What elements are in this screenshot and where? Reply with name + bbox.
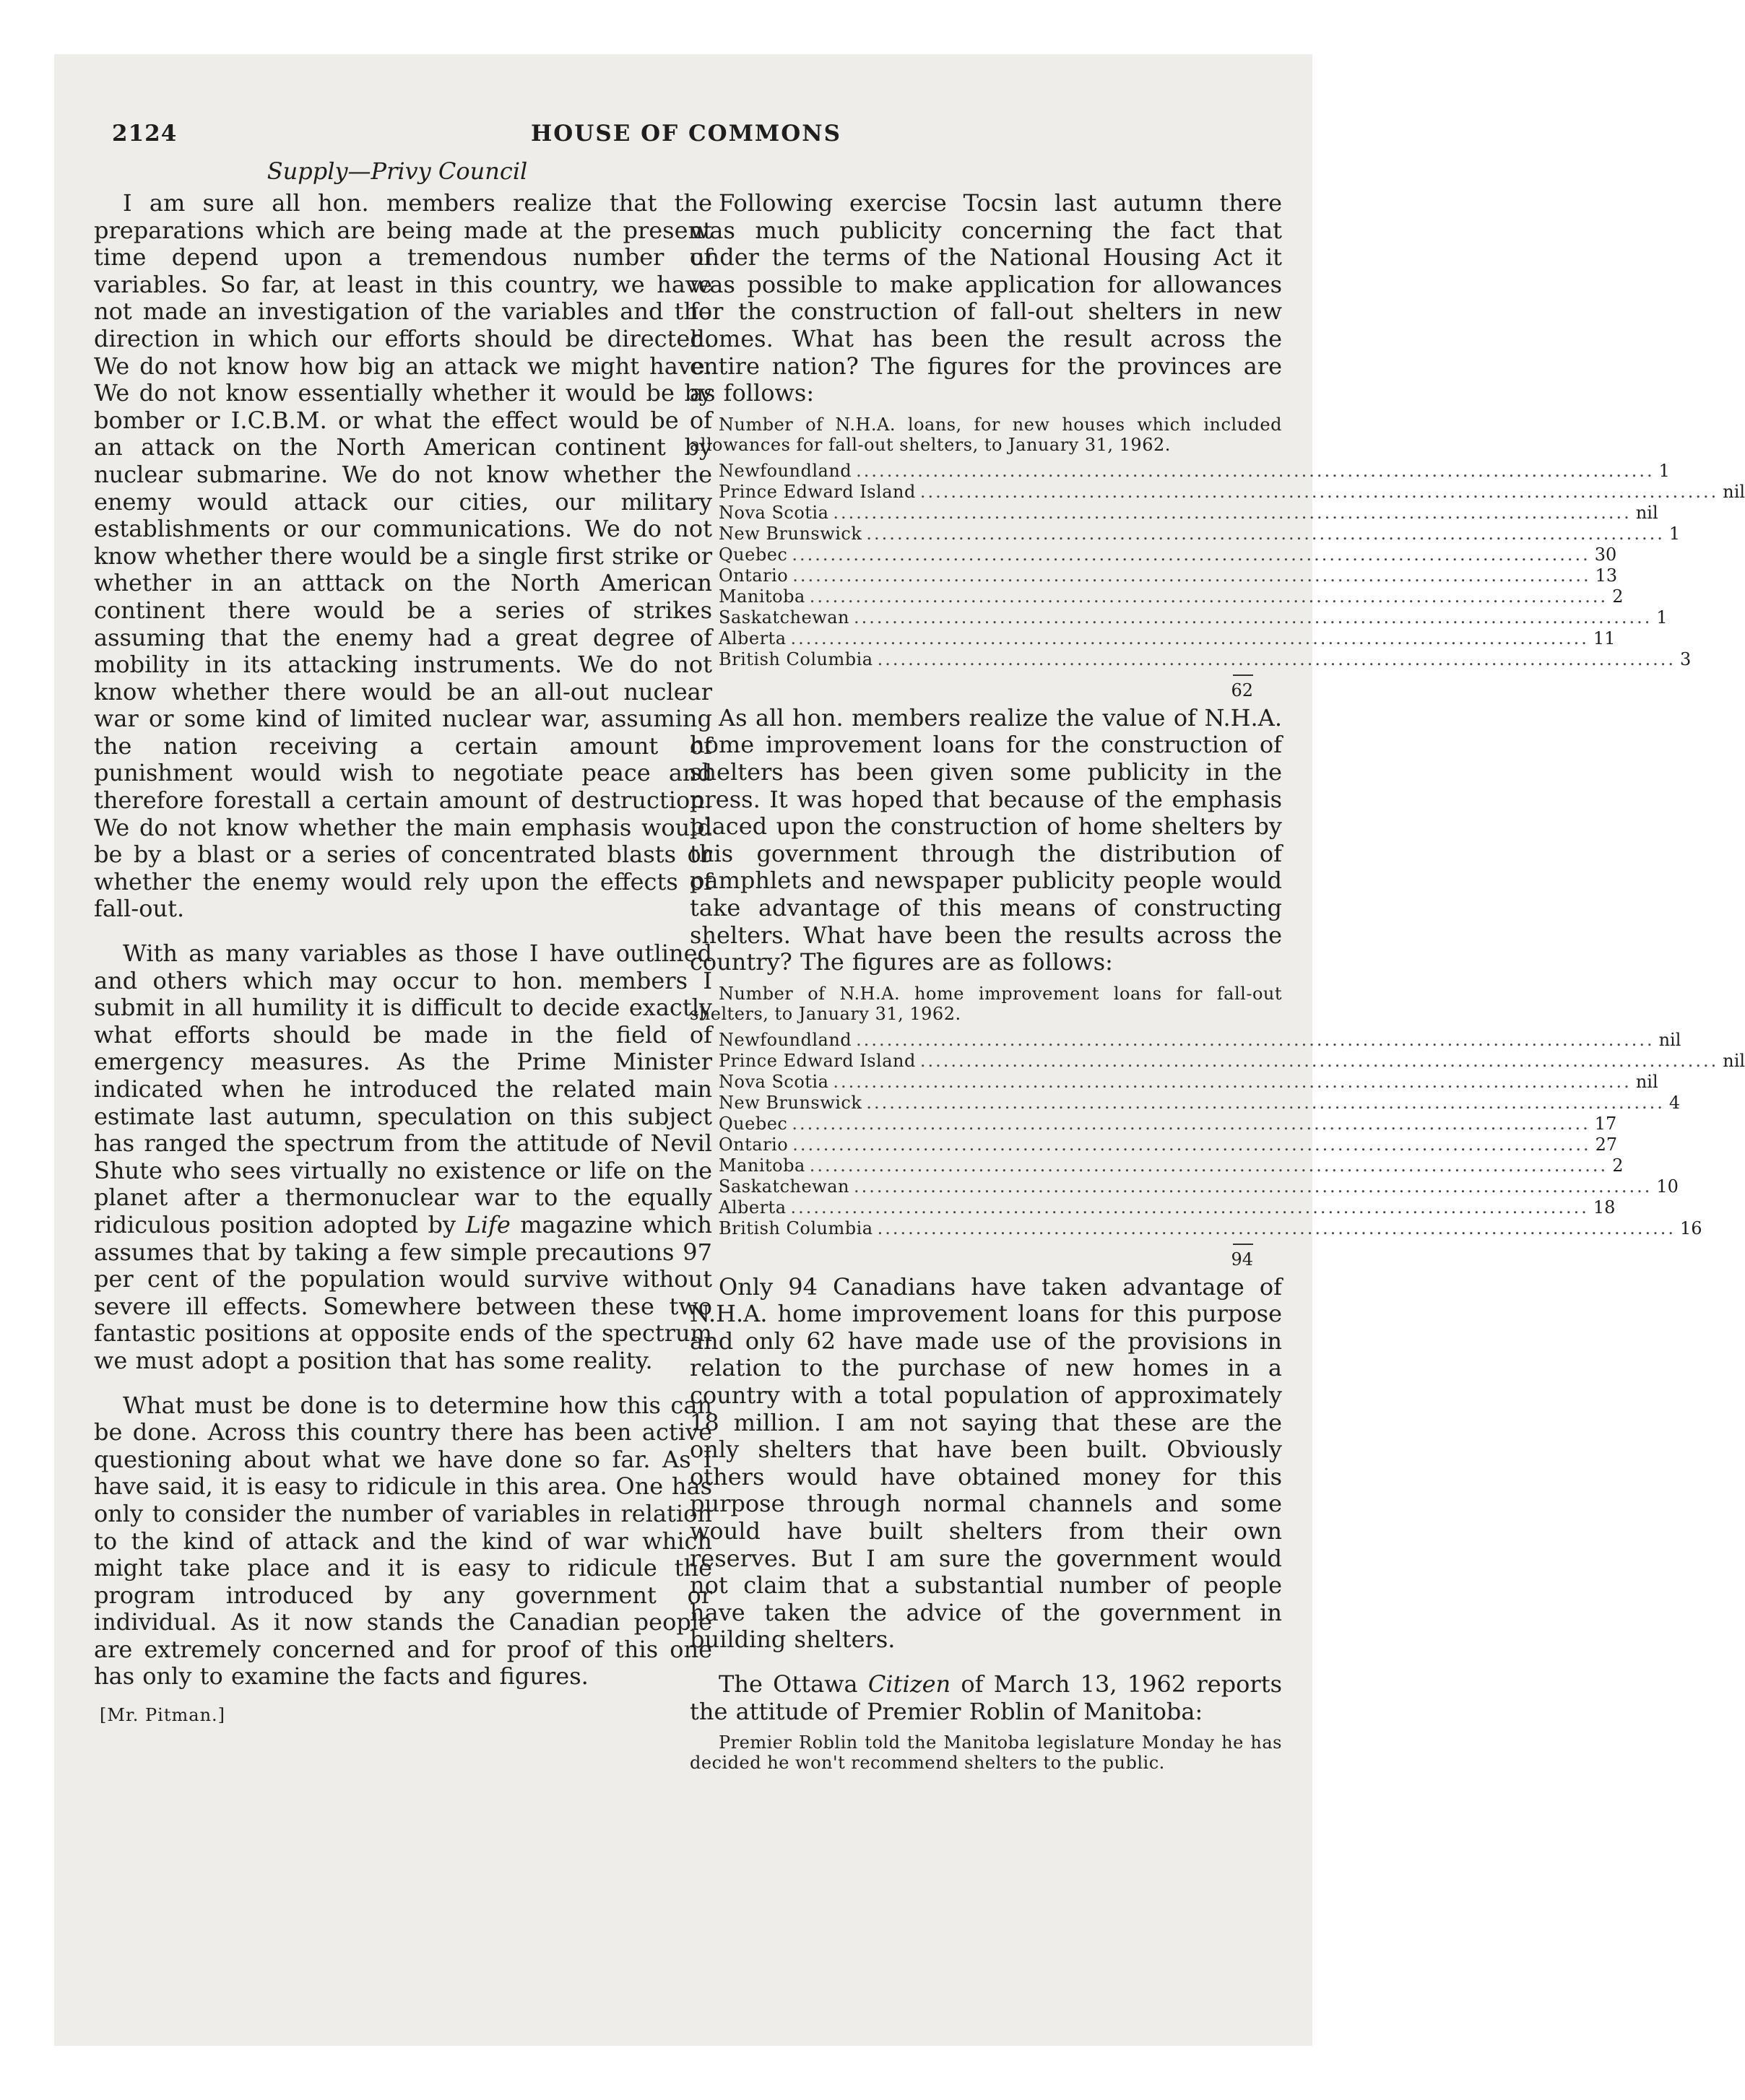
province-name: Prince Edward Island [719, 481, 916, 502]
paragraph-home-improvement: As all hon. members realize the value of N.H.A. home improvement loans for the construction of shelters has been given some publicity in the press. It was hoped that because of the emphasis placed upon the construction of home shelters by this government through the distribution of pamphlets and newspaper publicity people would take advantage of this means of constructing shelters. What have been the results across the country? The figures are as follows: [690, 703, 1282, 976]
dot-leader: ........................................................................................................ [792, 565, 1591, 586]
table-row [719, 1050, 1745, 1072]
loan-count: 2 [1612, 1155, 1624, 1176]
table-row [719, 1071, 1658, 1093]
table-home-improvement-loans [719, 1029, 1745, 1274]
dot-leader: ........................................................................................................ [866, 1092, 1665, 1113]
loan-count: nil [1635, 502, 1658, 523]
dot-leader: ........................................................................................................ [792, 544, 1590, 565]
paragraph-citizen-text-b: of March 13, 1962 reports the attitude of Premier Roblin of Manitoba: [690, 1670, 1283, 1725]
province-name: Nova Scotia [719, 1071, 829, 1092]
table-row [719, 502, 1658, 524]
loan-count: 1 [1668, 523, 1681, 544]
dot-leader: ........................................................................................................ [790, 628, 1589, 648]
province-name: New Brunswick [719, 523, 862, 544]
table-row [719, 1029, 1681, 1051]
table-row [719, 460, 1670, 482]
dot-leader: ........................................................................................................ [919, 1050, 1719, 1071]
province-name: Manitoba [719, 1155, 805, 1176]
dot-leader: ........................................................................................................ [792, 1113, 1590, 1134]
loan-count: 11 [1593, 628, 1616, 648]
life-magazine-title: Life [465, 1210, 511, 1238]
province-name: Saskatchewan [719, 607, 849, 628]
table-total: 62 [1231, 680, 1253, 700]
loan-count: 1 [1658, 460, 1670, 481]
paragraph-spectrum [94, 940, 712, 1375]
page-number: 2124 [112, 121, 178, 147]
dot-leader: ........................................................................................................ [853, 1176, 1653, 1197]
table-row [719, 586, 1624, 607]
section-subheader: Supply—Privy Council [267, 157, 528, 185]
paragraph-variables: I am sure all hon. members realize that the preparations which are being made at the present time depend upon a tremendous number of variables. So far, at least in this country, we have not made an investigation of the variables and the direction in which our efforts should be directed. We do not know how big an attack we might have. We do not know essentially whether it would be by bomber or I.C.B.M. or what the effect would be of an attack on the North American continent by nuclear submarine. We do not know whether the enemy would attack our cities, our military establishments or our communications. We do not know whether there would be a single first strike or whether in an atttack on the North American continent there would be a series of strikes assuming that the enemy had a great degree of mobility in its attacking instruments. We do not know whether there would be an all-out nuclear war or some kind of limited nuclear war, assuming the nation receiving a certain amount of punishment would wish to negotiate peace and therefore forestall a certain amount of destruction. We do not know whether the main emphasis would be by a blast or a series of concentrated blasts or whether the enemy would rely upon the effects of fall-out. [94, 189, 712, 923]
province-name: Alberta [719, 628, 787, 648]
table-row [719, 1092, 1681, 1114]
dot-leader: ........................................................................................................ [866, 523, 1665, 544]
province-name: Newfoundland [719, 1029, 852, 1050]
document-page [54, 54, 1745, 2046]
table-row [719, 1113, 1617, 1134]
loan-count: nil [1723, 1050, 1745, 1071]
province-name: Saskatchewan [719, 1176, 849, 1197]
paragraph-tocsin: Following exercise Tocsin last autumn there was much publicity concerning the fact that under the terms of the National Housing Act it was possible to make application for allowances for the construction of fall-out shelters in new homes. What has been the result across the entire nation? The figures for the provinces are as follows: [690, 189, 1282, 407]
dot-leader: ........................................................................................................ [919, 481, 1719, 502]
province-name: Manitoba [719, 586, 805, 607]
dot-leader: ........................................................................................................ [790, 1197, 1589, 1218]
table-total: 94 [1231, 1249, 1253, 1270]
province-name: Newfoundland [719, 460, 852, 481]
dot-leader: ........................................................................................................ [877, 648, 1676, 669]
province-name: Quebec [719, 544, 788, 565]
speaker-attribution: [Mr. Pitman.] [100, 1705, 226, 1726]
loan-count: nil [1635, 1071, 1658, 1092]
province-name: British Columbia [719, 648, 873, 669]
paragraph-what-must-be-done: What must be done is to determine how this can be done. Across this country there has been active questioning about what we have done so far. As I have said, it is easy to ridicule in this area. One has only to consider the number of variables in relation to the kind of attack and the kind of war which might take place and it is easy to ridicule the program introduced by any government or individual. As it now stands the Canadian people are extremely concerned and for proof of this one has only to examine the facts and figures. [94, 1391, 712, 1691]
paragraph-spectrum-text-a: With as many variables as those I have outlined and others which may occur to hon. members I submit in all humility it is difficult to decide exactly what efforts should be made in the field of emergency measures. As the Prime Minister indicated when he introduced the related main estimate last autumn, speculation on this subject has ranged the spectrum from the attitude of Nevil Shute who sees virtually no existence or life on the planet after a thermonuclear war to the equally ridiculous position adopted by [94, 940, 712, 1238]
loan-count: nil [1723, 481, 1745, 502]
table-row [719, 523, 1681, 544]
paragraph-ottawa-citizen [690, 1671, 1282, 1725]
table-row [719, 648, 1692, 670]
province-name: British Columbia [719, 1218, 873, 1238]
province-name: Prince Edward Island [719, 1050, 916, 1071]
dot-leader: ........................................................................................................ [809, 1155, 1608, 1176]
loan-count: 27 [1595, 1134, 1618, 1155]
loan-count: 1 [1656, 607, 1668, 628]
loan-count: 17 [1594, 1113, 1617, 1134]
table-row [719, 544, 1617, 565]
table-row [719, 1197, 1616, 1218]
dot-leader: ........................................................................................................ [833, 502, 1632, 523]
table-row [719, 1134, 1618, 1155]
province-name: Ontario [719, 565, 789, 586]
dot-leader: ........................................................................................................ [856, 1029, 1655, 1050]
table-row [719, 607, 1668, 628]
dot-leader: ........................................................................................................ [792, 1134, 1591, 1155]
province-name: New Brunswick [719, 1092, 862, 1113]
loan-count: 13 [1595, 565, 1618, 586]
dot-leader: ........................................................................................................ [853, 607, 1653, 628]
table-row [719, 1176, 1679, 1197]
paragraph-spectrum-text-b: magazine which assumes that by taking a few simple precautions 97 per cent of the population would survive without severe ill effects. Somewhere between these two fantastic positions at opposite ends of the spectrum we must adopt a position that has some reality. [94, 1210, 713, 1374]
loan-count: 2 [1612, 586, 1624, 607]
paragraph-only-94: Only 94 Canadians have taken advantage of N.H.A. home improvement loans for this purpose and only 62 have made use of the provisions in relation to the purchase of new homes in a country with a total population of approximately 18 million. I am not saying that these are the only shelters that have been built. Obviously others would have obtained money for this purpose through normal channels and some would have built shelters from their own reserves. But I am sure the government would not claim that a substantial number of people have taken the advice of the government in building shelters. [690, 1272, 1282, 1654]
loan-count: 4 [1668, 1092, 1681, 1113]
citizen-newspaper-title: Citizen [867, 1670, 951, 1698]
table1-caption: Number of N.H.A. loans, for new houses which included allowances for fall-out shelters, to January 31, 1962. [690, 414, 1282, 455]
left-column [94, 190, 712, 1725]
loan-count: 18 [1593, 1197, 1616, 1218]
roblin-quote: Premier Roblin told the Manitoba legislature Monday he has decided he won't recommend shelters to the public. [690, 1732, 1282, 1774]
dot-leader: ........................................................................................................ [856, 460, 1655, 481]
page-header-title: HOUSE OF COMMONS [531, 121, 841, 147]
page-header [112, 121, 1260, 157]
table-row [719, 1218, 1702, 1239]
table-new-house-loans [719, 460, 1745, 705]
province-name: Ontario [719, 1134, 789, 1155]
province-name: Nova Scotia [719, 502, 829, 523]
loan-count: 3 [1679, 648, 1692, 669]
loan-count: 30 [1594, 544, 1617, 565]
loan-count: 16 [1679, 1218, 1702, 1238]
paragraph-citizen-text-a: The Ottawa [719, 1670, 868, 1698]
loan-count: 10 [1656, 1176, 1679, 1197]
right-column [690, 189, 1745, 1774]
dot-leader: ........................................................................................................ [833, 1071, 1632, 1092]
table-row [719, 628, 1616, 649]
table-row [719, 1155, 1624, 1176]
dot-leader: ........................................................................................................ [809, 586, 1608, 607]
province-name: Alberta [719, 1197, 787, 1218]
loan-count: nil [1658, 1029, 1681, 1050]
table-row [719, 565, 1618, 586]
dot-leader: ........................................................................................................ [877, 1218, 1676, 1238]
table2-caption: Number of N.H.A. home improvement loans for fall-out shelters, to January 31, 1962. [690, 983, 1282, 1024]
province-name: Quebec [719, 1113, 788, 1134]
table-row [719, 481, 1745, 503]
